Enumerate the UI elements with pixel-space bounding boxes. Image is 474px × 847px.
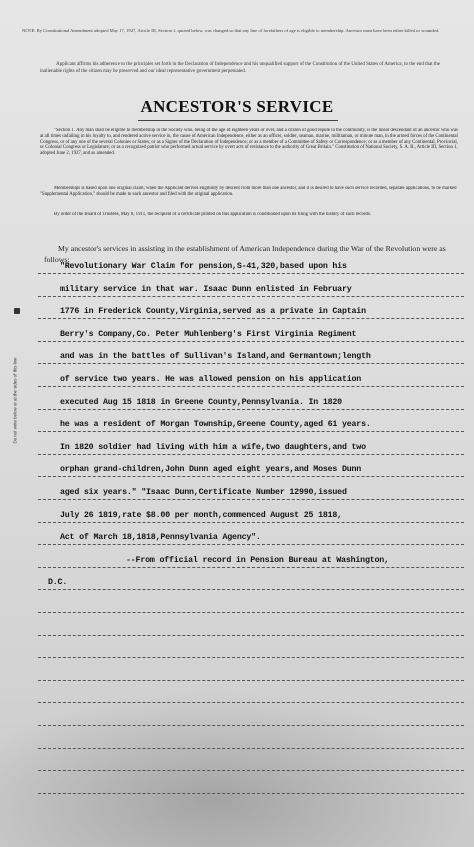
record-line: [38, 281, 464, 297]
record-line: [38, 439, 464, 455]
record-line: [38, 529, 464, 545]
ruled-line: [38, 544, 464, 545]
record-line: [38, 552, 464, 568]
record-line: [38, 597, 464, 613]
ruled-line: [38, 273, 464, 274]
society-paragraph: By order of the Board of Trustees, May 8, 1911, the recipient of a certificate printed on this application is conditioned upon its filing with the history of such records.: [54, 212, 372, 217]
record-line-text: and was in the battles of Sullivan's Island,and Germantown;length: [60, 352, 371, 362]
members-paragraph: Memberships is based upon one original claim; when the Applicant derives eligibility by descent from more than one ancestor, and it is desired to have such service recorded, separate applications, to be marked "Supplemental Application," should be made to each ancestor and filed with the original application.: [40, 186, 457, 197]
ruled-line: [38, 363, 464, 364]
record-line-text: 1776 in Frederick County,Virginia,served as a private in Captain: [60, 307, 366, 317]
record-line: [38, 303, 464, 319]
ruled-line: [38, 657, 464, 658]
record-line: [38, 665, 464, 681]
record-line-text: aged six years." "Isaac Dunn,Certificate Number 12990,issued: [60, 488, 347, 497]
ruled-line: [38, 409, 464, 410]
record-line-text: of service two years. He was allowed pension on his application: [60, 375, 362, 384]
page-title: ANCESTOR'S SERVICE: [140, 97, 334, 116]
ruled-line: [38, 431, 464, 432]
ruled-line: [38, 635, 464, 636]
record-line: [38, 642, 464, 658]
margin-note-text: Do not write below or at the sides of this line: [12, 357, 18, 443]
ruled-line: [38, 454, 464, 455]
ruled-line: [38, 499, 464, 500]
record-line: [38, 371, 464, 387]
record-line: [38, 507, 464, 523]
record-line: [38, 416, 464, 432]
page-smudge: [0, 690, 474, 847]
record-line-text: military service in that war. Isaac Dunn enlisted in February: [60, 284, 352, 294]
form-notice: NOTE: By Constitutional Amendment adopted May 17, 1927, Article III, Section 1, quoted below, was changed so that any line of forefathers of age is eligible to membership. Ancestor must have been either killed or wounded.: [22, 28, 440, 33]
record-line: [38, 258, 464, 274]
record-line: [38, 461, 464, 477]
record-line-text: In 1820 soldier had living with him a wife,two daughters,and two: [60, 442, 366, 452]
ruled-line: [38, 476, 464, 477]
ruled-line: [38, 522, 464, 523]
record-line-text: D.C.: [48, 578, 68, 588]
record-line: [38, 394, 464, 410]
record-line-text: Berry's Company,Co. Peter Muhlenberg's First Virginia Regiment: [60, 329, 357, 339]
ruled-line: [38, 296, 464, 297]
record-line: [38, 620, 464, 636]
record-line: [38, 348, 464, 364]
ruled-line: [38, 341, 464, 342]
ruled-line: [38, 589, 464, 590]
ruled-line: [38, 680, 464, 681]
record-line-text: orphan grand-children,John Dunn aged eight years,and Moses Dunn: [60, 465, 362, 475]
record-line-text: July 26 1819,rate $8.00 per month,commenced August 25 1818,: [60, 510, 342, 520]
record-line-text: executed Aug 15 1818 in Greene County,Pennsylvania. In 1820: [60, 397, 342, 407]
margin-note: [8, 300, 22, 500]
record-line-text: Act of March 18,1818,Pennsylvania Agency".: [60, 533, 261, 543]
section-paragraph: "Section 1. Any man shall be eligible to membership in the Society who, being of the age of eighteen years or over, and a citizen of good repute in the community, is the lineal descendant of an ancestor who was at all times unfailing in his loyalty to, and rendered active service in, the cause of American Independence, either as an officer, soldier, seaman, marine, militiaman, or minute man, in the armed forces of the Continental Congress, or of any one of the several Colonies or States; or as a Signer of the Declaration of Independence; or as a member of a Committee of Safety or Correspondence; or as a member of any Continental, Provincial, or Colonial Congress or Legislature; or as a recognized patriot who performed actual service by overt acts of resistance to the authority of Great Britain." Constitution of National Society, S. A. R., Article III, Section 1, adopted June 2, 1927, and as amended.: [40, 128, 458, 157]
applicant-statement: Applicant affirms his adherence to the principles set forth in the Declaration of Independence and his unqualified support of the Constitution of the United States of America, to the end that the inalienable rights of the citizen may be preserved and our ideal representative government perpetuated.: [40, 62, 440, 74]
record-line: [38, 574, 464, 590]
record-line-text: "Revolutionary War Claim for pension,S-41,320,based upon his: [60, 262, 347, 271]
record-line-text: he was a resident of Morgan Township,Greene County,aged 61 years.: [60, 420, 371, 430]
record-line: [38, 484, 464, 500]
record-line-text: --From official record in Pension Bureau at Washington,: [126, 555, 389, 565]
record-line: [38, 326, 464, 342]
service-intro: My ancestor's services in assisting in the establishment of American Independence during the War of the Revolution were as follows:: [44, 244, 446, 264]
ruled-line: [38, 612, 464, 613]
ruled-line: [38, 567, 464, 568]
ruled-line: [38, 318, 464, 319]
title-rule: [138, 120, 338, 121]
ruled-line: [38, 386, 464, 387]
